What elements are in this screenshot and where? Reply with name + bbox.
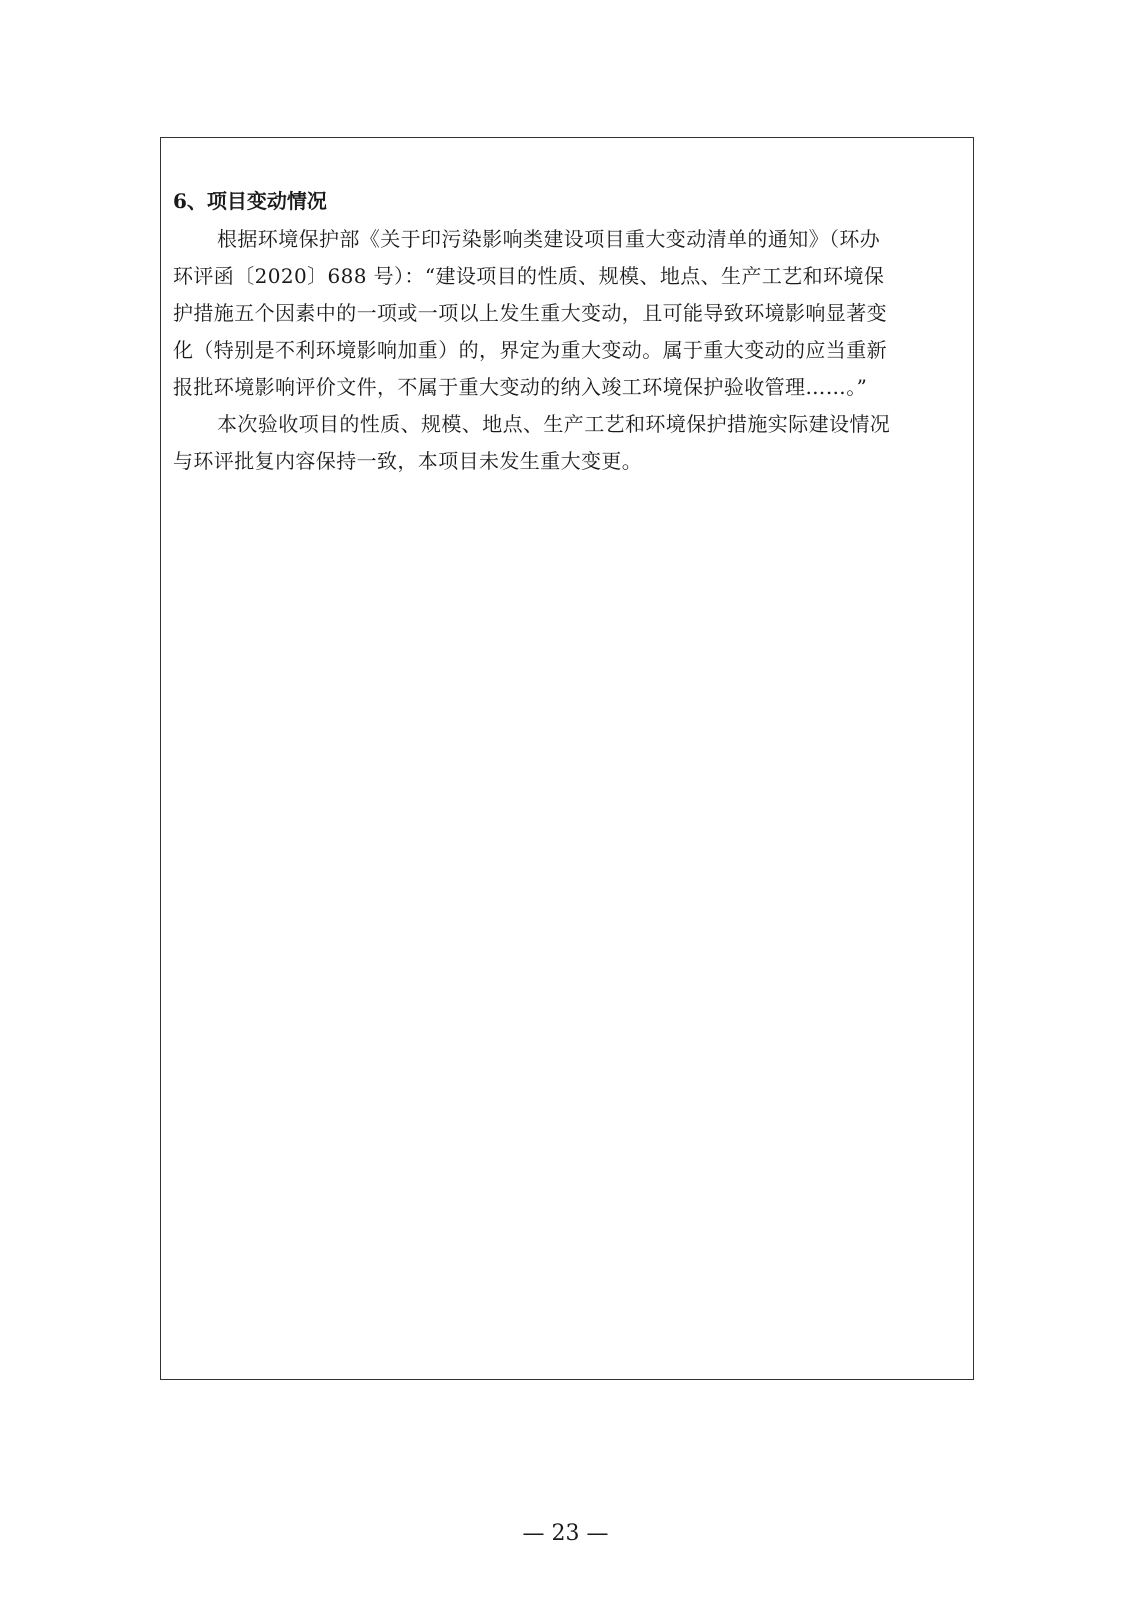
paragraph-2-line-1: 本次验收项目的性质、规模、地点、生产工艺和环境保护措施实际建设情况	[217, 412, 891, 436]
paragraph-1-line-4: 化（特别是不利环境影响加重）的，界定为重大变动。属于重大变动的应当重新	[173, 338, 887, 362]
paragraph-1-line-2: 环评函〔2020〕688 号）：“建设项目的性质、规模、地点、生产工艺和环境保	[173, 264, 885, 288]
paragraph-1-line-3: 护措施五个因素中的一项或一项以上发生重大变动，且可能导致环境影响显著变	[173, 301, 887, 325]
page-number: — 23 —	[522, 1521, 609, 1546]
content-frame	[160, 137, 974, 1380]
paragraph-1-line-5: 报批环境影响评价文件，不属于重大变动的纳入竣工环境保护验收管理……。”	[173, 375, 868, 399]
section-heading: 6、项目变动情况	[173, 189, 327, 213]
section-content	[173, 182, 961, 481]
paragraph-1-line-1: 根据环境保护部《关于印污染影响类建设项目重大变动清单的通知》（环办	[217, 227, 881, 251]
paragraph-2-line-2: 与环评批复内容保持一致，本项目未发生重大变更。	[173, 449, 643, 473]
